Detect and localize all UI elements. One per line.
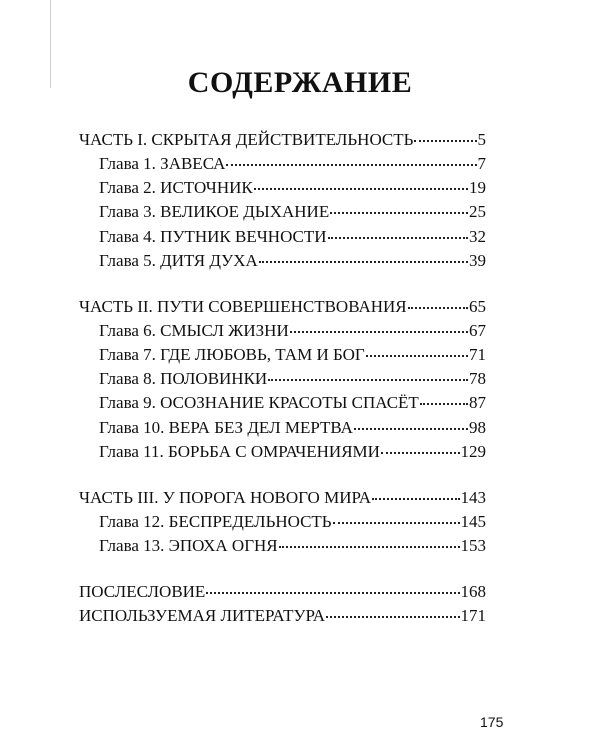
- toc-entry-title: Глава 9. ОСОЗНАНИЕ КРАСОТЫ СПАСЁТ: [99, 393, 419, 413]
- page-title: СОДЕРЖАНИЕ: [187, 66, 413, 99]
- toc-chapter-7[interactable]: [79, 343, 486, 367]
- toc-page-number: 71: [469, 345, 486, 365]
- toc-part-1[interactable]: [79, 128, 486, 152]
- toc-chapter-3[interactable]: [79, 200, 486, 224]
- toc-page-number: 168: [460, 582, 486, 602]
- toc-entry-title: ЧАСТЬ II. ПУТИ СОВЕРШЕНСТВОВАНИЯ: [79, 296, 407, 316]
- toc-entry-title: Глава 1. ЗАВЕСА: [99, 154, 226, 174]
- toc-chapter-4[interactable]: [79, 225, 486, 249]
- leader-dots: [372, 497, 459, 500]
- toc-entry-title: Глава 13. ЭПОХА ОГНЯ: [99, 536, 278, 556]
- toc-page-number: 19: [469, 178, 486, 198]
- toc-page-number: 25: [469, 202, 486, 222]
- toc-entry-title: Глава 5. ДИТЯ ДУХА: [99, 250, 258, 270]
- leader-dots: [328, 236, 468, 239]
- toc-page-number: 98: [469, 417, 486, 437]
- leader-dots: [268, 378, 468, 381]
- leader-dots: [354, 427, 468, 430]
- toc-page-number: 143: [460, 487, 486, 507]
- toc-page-number: 67: [469, 320, 486, 340]
- toc-entry-title: Глава 12. БЕСПРЕДЕЛЬНОСТЬ: [99, 511, 332, 531]
- toc-page-number: 171: [460, 606, 486, 626]
- toc-entry-title: Глава 4. ПУТНИК ВЕЧНОСТИ: [99, 226, 327, 246]
- toc-page-number: 78: [469, 369, 486, 389]
- toc-page-number: 5: [477, 130, 486, 149]
- toc-page-number: 129: [460, 441, 486, 461]
- toc-chapter-10[interactable]: [79, 416, 486, 440]
- toc-page-number: 65: [469, 296, 486, 316]
- leader-dots: [414, 139, 476, 142]
- toc-part-3[interactable]: [79, 486, 486, 510]
- leader-dots: [226, 163, 476, 166]
- leader-dots: [333, 521, 460, 524]
- toc-bibliography[interactable]: [79, 604, 486, 628]
- toc-chapter-2[interactable]: [79, 176, 486, 200]
- toc-page-number: 7: [477, 154, 486, 174]
- toc-entry-title: ПОСЛЕСЛОВИЕ: [79, 582, 206, 602]
- toc-entry-title: Глава 10. ВЕРА БЕЗ ДЕЛ МЕРТВА: [99, 417, 353, 437]
- leader-dots: [420, 402, 468, 405]
- leader-dots: [206, 591, 459, 594]
- toc-entry-title: Глава 2. ИСТОЧНИК: [99, 178, 253, 198]
- leader-dots: [330, 211, 468, 214]
- toc-page-number: 32: [469, 226, 486, 246]
- toc-entry-title: Глава 7. ГДЕ ЛЮБОВЬ, ТАМ И БОГ: [99, 345, 365, 365]
- toc-chapter-5[interactable]: [79, 249, 486, 273]
- toc-entry-title: ЧАСТЬ III. У ПОРОГА НОВОГО МИРА: [79, 487, 372, 507]
- toc-entry-title: ЧАСТЬ I. СКРЫТАЯ ДЕЙСТВИТЕЛЬНОСТЬ: [79, 130, 414, 149]
- toc-page-number: 145: [460, 511, 486, 531]
- toc-page-number: 39: [469, 250, 486, 270]
- leader-dots: [254, 187, 468, 190]
- toc-chapter-8[interactable]: [79, 367, 486, 391]
- leader-dots: [279, 545, 460, 548]
- leader-dots: [366, 354, 468, 357]
- toc-entry-title: Глава 3. ВЕЛИКОЕ ДЫХАНИЕ: [99, 202, 330, 222]
- toc-part-2[interactable]: [79, 295, 486, 319]
- toc-chapter-11[interactable]: [79, 440, 486, 464]
- toc-chapter-1[interactable]: [79, 152, 486, 176]
- leader-dots: [381, 451, 460, 454]
- toc-entry-title: Глава 11. БОРЬБА С ОМРАЧЕНИЯМИ: [99, 441, 380, 461]
- toc-chapter-13[interactable]: [79, 534, 486, 558]
- leader-dots: [259, 260, 468, 263]
- leader-dots: [408, 306, 468, 309]
- leader-dots: [326, 615, 459, 618]
- toc-page-number: 87: [469, 393, 486, 413]
- toc-entry-title: Глава 6. СМЫСЛ ЖИЗНИ: [99, 320, 289, 340]
- toc-entry-title: Глава 8. ПОЛОВИНКИ: [99, 369, 268, 389]
- toc-afterword[interactable]: [79, 580, 486, 604]
- toc-chapter-9[interactable]: [79, 391, 486, 415]
- toc-entry-title: ИСПОЛЬЗУЕМАЯ ЛИТЕРАТУРА: [79, 606, 326, 626]
- table-of-contents: [79, 128, 486, 629]
- toc-page-number: 153: [460, 536, 486, 556]
- toc-chapter-12[interactable]: [79, 510, 486, 534]
- page-number: 175: [480, 714, 504, 730]
- toc-chapter-6[interactable]: [79, 319, 486, 343]
- leader-dots: [290, 330, 468, 333]
